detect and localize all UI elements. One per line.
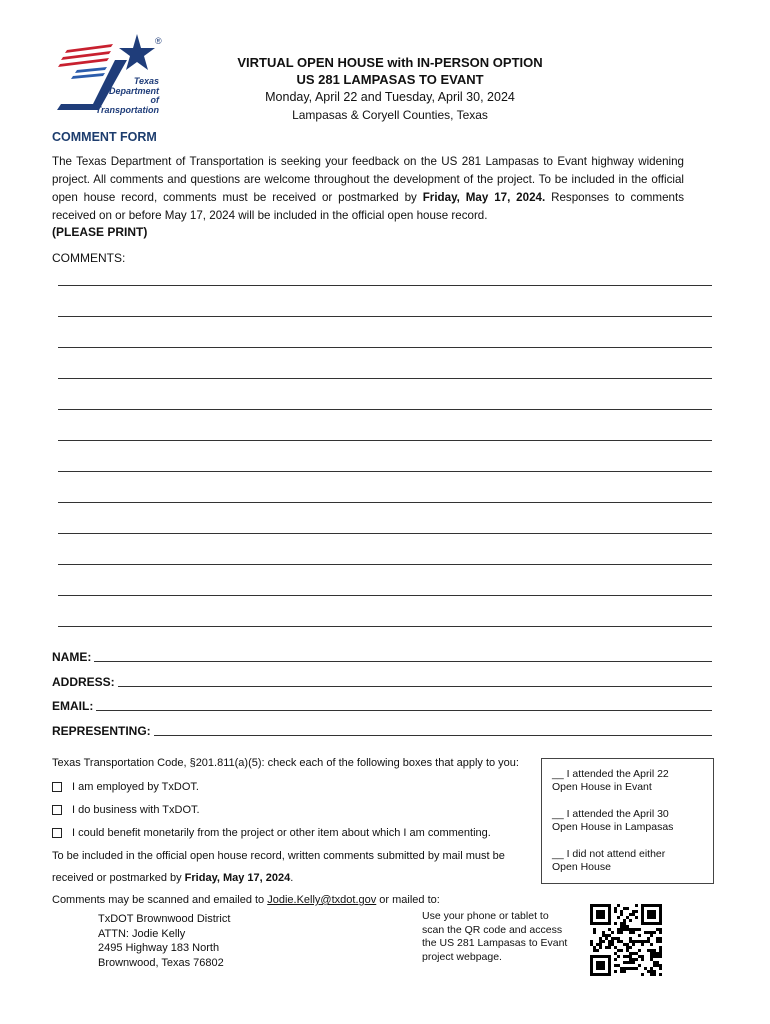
comment-line[interactable] [58, 378, 712, 379]
checkbox-employed-label: I am employed by TxDOT. [72, 781, 199, 793]
please-print-note: (PLEASE PRINT) [52, 225, 148, 239]
attendance-option-evant[interactable] [552, 768, 710, 794]
mail-part2: received or postmarked by [52, 872, 185, 884]
checkbox-business-label: I do business with TxDOT. [72, 804, 200, 816]
comment-line[interactable] [58, 533, 712, 534]
logo-text [87, 77, 159, 115]
qr-instructions-line2: scan the QR code and access [422, 923, 563, 936]
attendance-box [541, 758, 714, 884]
representing-field[interactable] [52, 724, 712, 738]
logo-text-line1: Texas [133, 76, 159, 86]
comments-label: COMMENTS: [52, 251, 126, 265]
mailing-address [98, 912, 230, 970]
representing-line[interactable] [154, 734, 712, 736]
address-line[interactable] [118, 685, 712, 687]
address-field[interactable] [52, 675, 712, 689]
mail-instructions-line2 [52, 872, 293, 884]
attendance-option-none[interactable] [552, 848, 710, 874]
email-link[interactable]: Jodie.Kelly@txdot.gov [267, 894, 377, 906]
name-line[interactable] [94, 660, 712, 662]
intro-deadline: Friday, May 17, 2024. [422, 191, 546, 204]
logo-registered-mark: ® [155, 36, 162, 46]
qr-instructions-line1: Use your phone or tablet to [422, 910, 549, 922]
comment-line[interactable] [58, 440, 712, 441]
attendance-option-lampasas[interactable] [552, 808, 710, 834]
attendance-option-evant-line1: __ I attended the April 22 [552, 768, 669, 780]
comment-line[interactable] [58, 285, 712, 286]
attendance-option-lampasas-line2: Open House in Lampasas [552, 821, 674, 833]
address-line2: ATTN: Jodie Kelly [98, 927, 186, 940]
intro-paragraph [52, 153, 684, 225]
txdot-logo [55, 32, 165, 115]
address-line4: Brownwood, Texas 76802 [98, 956, 224, 969]
checkbox-square[interactable] [52, 805, 62, 815]
scan-part1: Comments may be scanned and emailed to [52, 894, 268, 906]
address-line3: 2495 Highway 183 North [98, 942, 220, 954]
attendance-option-lampasas-line1: __ I attended the April 30 [552, 808, 669, 820]
checkbox-square[interactable] [52, 782, 62, 792]
header-title-line2: US 281 LAMPASAS TO EVANT [296, 72, 484, 87]
qr-instructions-line3: the US 281 Lampasas to Evant [422, 937, 568, 949]
qr-instructions [422, 910, 582, 964]
header-location: Lampasas & Coryell Counties, Texas [292, 108, 488, 122]
comment-line[interactable] [58, 409, 712, 410]
comment-line[interactable] [58, 347, 712, 348]
email-label: EMAIL: [52, 699, 94, 713]
attendance-option-none-line1: __ I did not attend either [552, 848, 666, 860]
checkbox-benefit-label: I could benefit monetarily from the project or other item about which I am commenting. [72, 827, 491, 839]
scan-instructions [52, 894, 440, 906]
logo-text-line3: of Transportation [95, 95, 159, 115]
checkbox-benefit[interactable] [52, 827, 491, 839]
checkbox-employed[interactable] [52, 781, 199, 793]
transportation-code-text: Texas Transportation Code, §201.811(a)(5): check each of the following boxes that apply to you: [52, 757, 519, 769]
intro-part1: The Texas Department of Transportation is seeking your feedback on the US 281 Lampasas to Evant highway widening project. All comments and questions are welcome throughout the development of the project. To be included in the official open house record, comments must be received or postmarked by [52, 155, 684, 204]
intro-part2: Responses to comments received on or before May 17, 2024 will be included in the official open house record. [52, 191, 684, 222]
mail-period: . [290, 872, 294, 884]
checkbox-business[interactable] [52, 804, 200, 816]
attendance-option-evant-line2: Open House in Evant [552, 781, 652, 793]
comment-line[interactable] [58, 316, 712, 317]
qr-instructions-line4: project webpage. [422, 950, 502, 963]
attendance-option-none-line2: Open House [552, 861, 611, 873]
email-field[interactable] [52, 699, 712, 713]
representing-label: REPRESENTING: [52, 724, 151, 738]
comment-line[interactable] [58, 502, 712, 503]
mail-instructions-line1: To be included in the official open house record, written comments submitted by mail must be [52, 850, 505, 862]
comment-line[interactable] [58, 626, 712, 627]
mail-deadline: Friday, May 17, 2024 [184, 872, 291, 884]
name-label: NAME: [52, 650, 92, 664]
name-field[interactable] [52, 650, 712, 664]
comment-line[interactable] [58, 564, 712, 565]
header-title-line1: VIRTUAL OPEN HOUSE with IN-PERSON OPTION [237, 55, 543, 70]
logo-text-line2: Department [108, 85, 159, 96]
comment-form-title: COMMENT FORM [52, 130, 157, 144]
header-dates: Monday, April 22 and Tuesday, April 30, 2024 [265, 90, 515, 104]
qr-code-icon[interactable] [590, 904, 662, 976]
address-label: ADDRESS: [52, 675, 115, 689]
comment-line[interactable] [58, 471, 712, 472]
scan-part2: or mailed to: [376, 894, 440, 906]
comment-line[interactable] [58, 595, 712, 596]
checkbox-square[interactable] [52, 828, 62, 838]
email-line[interactable] [96, 709, 712, 711]
address-line1: TxDOT Brownwood District [98, 913, 231, 925]
